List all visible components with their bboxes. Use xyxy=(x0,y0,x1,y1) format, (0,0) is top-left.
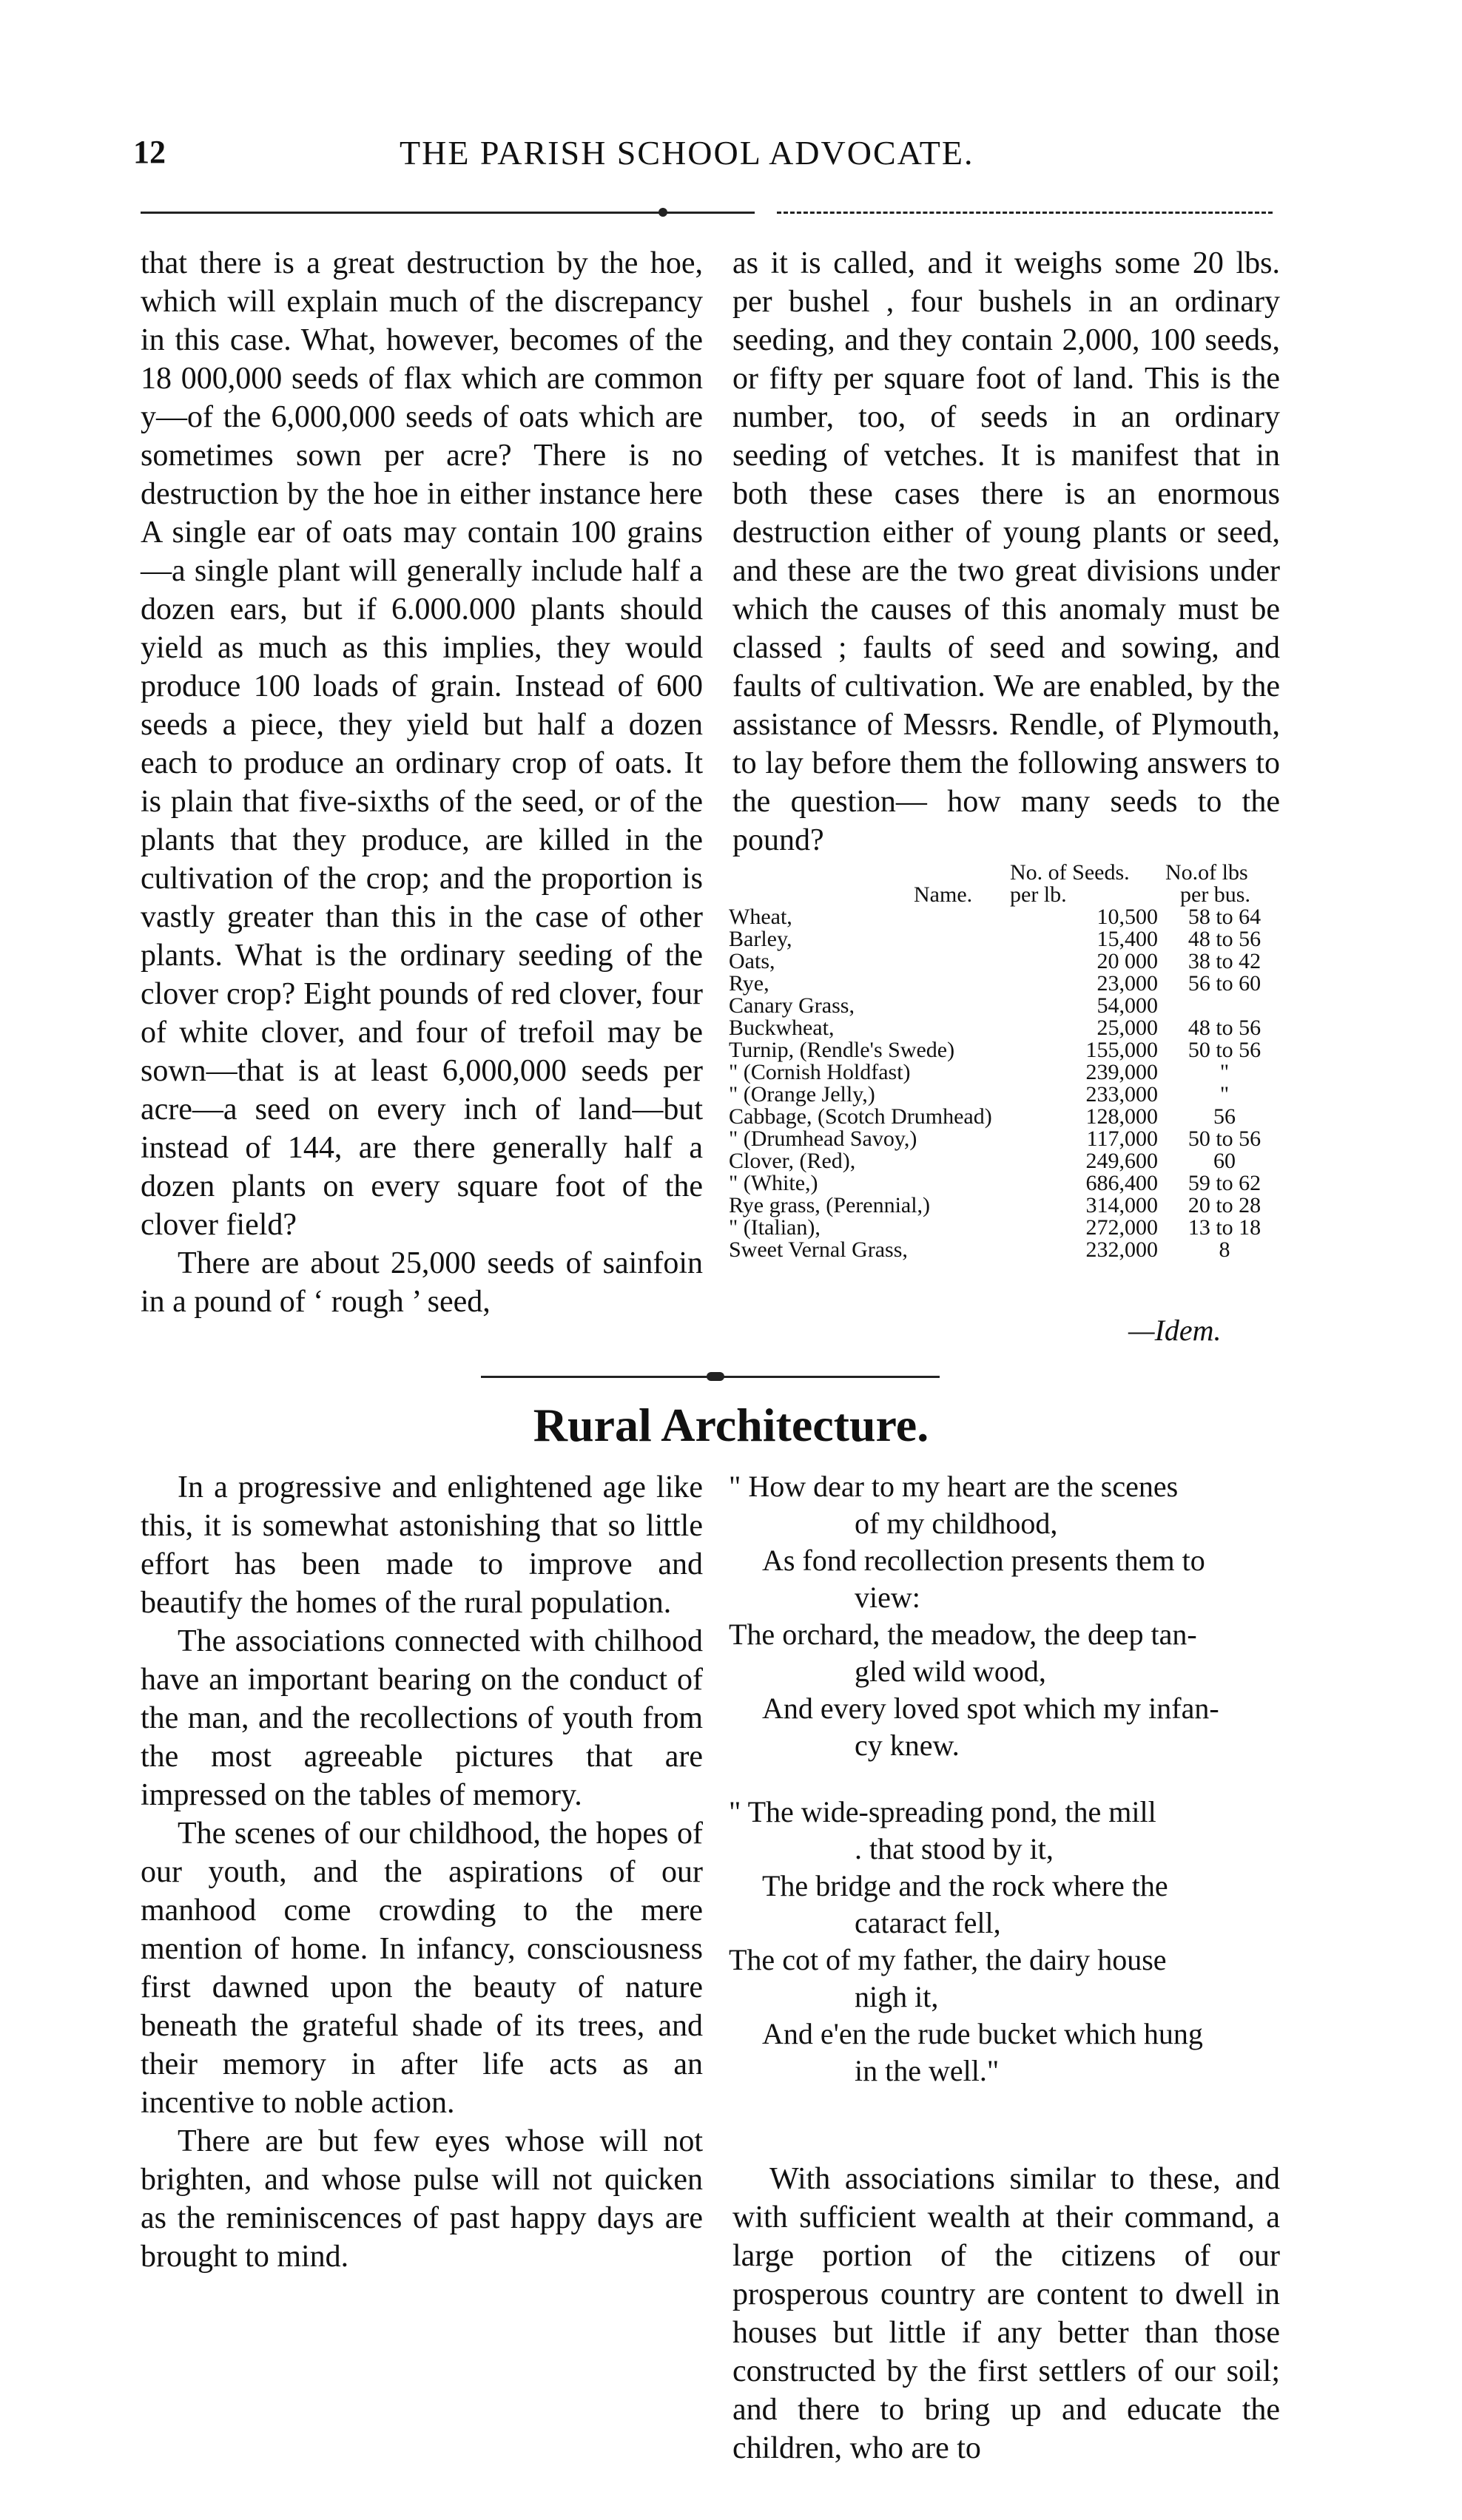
poem-line: The cot of my father, the dairy house xyxy=(729,1943,1167,1976)
table-cell-seeds: 155,000 xyxy=(1085,1038,1158,1062)
table-cell-seeds: 15,400 xyxy=(1096,927,1158,951)
table-row xyxy=(729,1061,1291,1084)
article2-paragraph: There are but few eyes whose will not brighten, and whose pulse will not quicken as the reminiscences of past happy days are brought to mind. xyxy=(141,2124,703,2274)
table-cell-name: Clover, (Red), xyxy=(729,1149,856,1173)
table-cell-lbs: 58 to 64 xyxy=(1188,905,1261,929)
table-row xyxy=(729,1195,1291,1217)
table-header-seeds xyxy=(1010,862,1130,906)
stanza-gap xyxy=(729,1764,1291,1794)
table-cell-name: Cabbage, (Scotch Drumhead) xyxy=(729,1104,992,1129)
table-body xyxy=(729,906,1291,1261)
table-row xyxy=(729,1150,1291,1172)
table-cell-seeds: 54,000 xyxy=(1096,993,1158,1018)
poem-line: And every loved spot which my infan- xyxy=(762,1692,1219,1725)
poem-line: nigh it, xyxy=(855,1980,939,2013)
table-cell-name: Wheat, xyxy=(729,905,792,929)
table-cell-lbs: " xyxy=(1219,1082,1230,1107)
article1-credit: —Idem. xyxy=(1128,1314,1222,1347)
table-cell-seeds: 233,000 xyxy=(1085,1082,1158,1107)
table-cell-lbs: 50 to 56 xyxy=(1188,1038,1261,1062)
table-cell-seeds: 686,400 xyxy=(1085,1171,1158,1195)
table-cell-lbs: 48 to 56 xyxy=(1188,1016,1261,1040)
poem-line: cy knew. xyxy=(855,1729,960,1762)
article2-left-column xyxy=(141,1468,703,2276)
table-cell-lbs: 13 to 18 xyxy=(1188,1215,1261,1240)
table-cell-lbs: 56 to 60 xyxy=(1188,971,1261,996)
table-row xyxy=(729,1106,1291,1128)
poem-line: . that stood by it, xyxy=(855,1832,1054,1865)
table-cell-seeds: 128,000 xyxy=(1085,1104,1158,1129)
article1-paragraph: as it is called, and it weighs some 20 lbs. per bushel , four bushels in an ordinary seeding, and they contain 2,000, 100 seeds, or fifty per square foot of land. This is the number, too, of seeds in an ordinary seeding of vetches. It is manifest that in both these cases there is an enormous destruction either of young plants or seed, and these are the two great divisions under which the causes of this anomaly must be classed ; faults of seed and sowing, and faults of cultivation. We are enabled, by the assistance of Messrs. Rendle, of Plymouth, to lay before them the following answers to the question— how many seeds to the pound? xyxy=(732,246,1280,857)
poem-line: The bridge and the rock where the xyxy=(762,1869,1168,1902)
table-cell-seeds: 249,600 xyxy=(1085,1149,1158,1173)
table-cell-lbs: 59 to 62 xyxy=(1188,1171,1261,1195)
table-cell-seeds: 314,000 xyxy=(1085,1193,1158,1217)
header-rule-ornament xyxy=(658,208,667,217)
poem-line: view: xyxy=(855,1581,920,1614)
table-cell-lbs: 60 xyxy=(1213,1149,1236,1173)
table-row xyxy=(729,1217,1291,1239)
poem-line: gled wild wood, xyxy=(855,1655,1046,1688)
table-row xyxy=(729,1039,1291,1061)
page-header xyxy=(133,133,1273,185)
table-header-seeds-sub: per lb. xyxy=(1010,882,1067,907)
table-cell-lbs: 50 to 56 xyxy=(1188,1126,1261,1151)
table-cell-seeds: 23,000 xyxy=(1096,971,1158,996)
page-number: 12 xyxy=(133,134,166,170)
table-row xyxy=(729,1239,1291,1261)
poem-quote xyxy=(729,1468,1291,2090)
article2-right-column xyxy=(732,2160,1280,2467)
article2-paragraph: With associations similar to these, and with sufficient wealth at their command, a large portion of the citizens of our prosperous country are content to dwell in houses but little if any better than those constructed by the first settlers of our soil; and there to bring up and educate the children, who are to xyxy=(732,2162,1280,2465)
table-cell-name: Canary Grass, xyxy=(729,993,855,1018)
table-cell-name: Rye grass, (Perennial,) xyxy=(729,1193,931,1217)
table-row xyxy=(729,1017,1291,1039)
poem-line: As fond recollection presents them to xyxy=(762,1544,1205,1577)
table-cell-name: Turnip, (Rendle's Swede) xyxy=(729,1038,955,1062)
section-divider-ornament xyxy=(707,1372,724,1381)
article1-right-column xyxy=(732,244,1280,859)
table-cell-name: " (Cornish Holdfast) xyxy=(729,1060,911,1084)
table-cell-name: Barley, xyxy=(729,927,792,951)
poem-line: cataract fell, xyxy=(855,1906,1001,1939)
table-row xyxy=(729,973,1291,995)
table-cell-seeds: 272,000 xyxy=(1085,1215,1158,1240)
poem-line: And e'en the rude bucket which hung xyxy=(762,2017,1203,2050)
poem-line: " How dear to my heart are the scenes xyxy=(729,1470,1179,1503)
table-header-lbs-sub: per bus. xyxy=(1180,882,1250,907)
table-cell-seeds: 25,000 xyxy=(1096,1016,1158,1040)
section-title: Rural Architecture. xyxy=(533,1399,929,1451)
header-rule-right xyxy=(777,212,1273,214)
table-cell-name: " (Italian), xyxy=(729,1215,821,1240)
table-header-name: Name. xyxy=(914,882,973,907)
poem-line: The orchard, the meadow, the deep tan- xyxy=(729,1618,1197,1651)
poem-line: of my childhood, xyxy=(855,1507,1058,1540)
table-cell-seeds: 117,000 xyxy=(1086,1126,1158,1151)
running-head: THE PARISH SCHOOL ADVOCATE. xyxy=(400,134,974,172)
article2-paragraph: The scenes of our childhood, the hopes of our youth, and the aspirations of our manhood come crowding to the mere mention of home. In infancy, consciousness first dawned upon the beauty of nature beneath the grateful shade of its trees, and their memory in after life acts as an incentive to noble action. xyxy=(141,1817,703,2120)
poem-line: " The wide-spreading pond, the mill xyxy=(729,1795,1156,1828)
table-row xyxy=(729,950,1291,973)
table-cell-lbs: 56 xyxy=(1213,1104,1236,1129)
table-row xyxy=(729,995,1291,1017)
article2-paragraph: The associations connected with chilhood have an important bearing on the conduct of the man, and the recollections of youth from the most agreeable pictures that are impressed on the tables of memory. xyxy=(141,1624,703,1812)
table-row xyxy=(729,1084,1291,1106)
table-cell-name: " (Orange Jelly,) xyxy=(729,1082,875,1107)
table-row xyxy=(729,1128,1291,1150)
poem-line: in the well." xyxy=(855,2054,1000,2087)
table-cell-name: Buckwheat, xyxy=(729,1016,835,1040)
article2-paragraph: In a progressive and enlightened age like this, it is somewhat astonishing that so little effort has been made to improve and beautify the homes of the rural population. xyxy=(141,1470,703,1620)
table-cell-name: " (Drumhead Savoy,) xyxy=(729,1126,917,1151)
table-cell-seeds: 10,500 xyxy=(1096,905,1158,929)
table-header-lbs xyxy=(1165,862,1250,906)
table-cell-seeds: 239,000 xyxy=(1085,1060,1158,1084)
seed-count-table xyxy=(729,862,1291,1261)
table-header-seeds-label: No. of Seeds. xyxy=(1010,860,1130,885)
table-row xyxy=(729,1172,1291,1195)
table-row xyxy=(729,928,1291,950)
table-cell-lbs: 38 to 42 xyxy=(1188,949,1261,973)
table-cell-name: Rye, xyxy=(729,971,769,996)
table-cell-lbs: " xyxy=(1219,1060,1230,1084)
article1-paragraph: There are about 25,000 seeds of sainfoin in a pound of ‘ rough ’ seed, xyxy=(141,1246,703,1319)
table-header-row xyxy=(729,862,1291,906)
table-cell-lbs: 48 to 56 xyxy=(1188,927,1261,951)
article1-paragraph: that there is a great destruction by the hoe, which will explain much of the discrepancy in this case. What, however, becomes of the 18 000,000 seeds of flax which are common y—of the 6,000,000 seeds of oats which are sometimes sown per acre? There is no destruction by the hoe in either instance here A single ear of oats may contain 100 grains—a single plant will generally include half a dozen ears, but if 6.000.000 plants should yield as much as this implies, they would produce 100 loads of grain. Instead of 600 seeds a piece, they yield but half a dozen each to produce an ordinary crop of oats. It is plain that five-sixths of the seed, or of the plants that they produce, are killed in the cultivation of the crop; and the proportion is vastly greater than this in the case of other plants. What is the ordinary seeding of the clover crop? Eight pounds of red clover, four of white clover, and four of trefoil may be sown—that is at least 6,000,000 seeds per acre—a seed on every inch of land—but instead of 144, are there generally half a dozen plants on every square foot of the clover field? xyxy=(141,246,703,1242)
table-cell-lbs: 8 xyxy=(1219,1237,1230,1262)
table-cell-lbs: 20 to 28 xyxy=(1188,1193,1261,1217)
table-cell-seeds: 232,000 xyxy=(1085,1237,1158,1262)
table-cell-name: " (White,) xyxy=(729,1171,818,1195)
table-cell-name: Oats, xyxy=(729,949,775,973)
table-cell-name: Sweet Vernal Grass, xyxy=(729,1237,908,1262)
header-rule xyxy=(141,207,1273,217)
article1-left-column xyxy=(141,244,703,1321)
table-row xyxy=(729,906,1291,928)
table-header-lbs-label: No.of lbs xyxy=(1165,860,1248,885)
table-cell-seeds: 20 000 xyxy=(1096,949,1158,973)
